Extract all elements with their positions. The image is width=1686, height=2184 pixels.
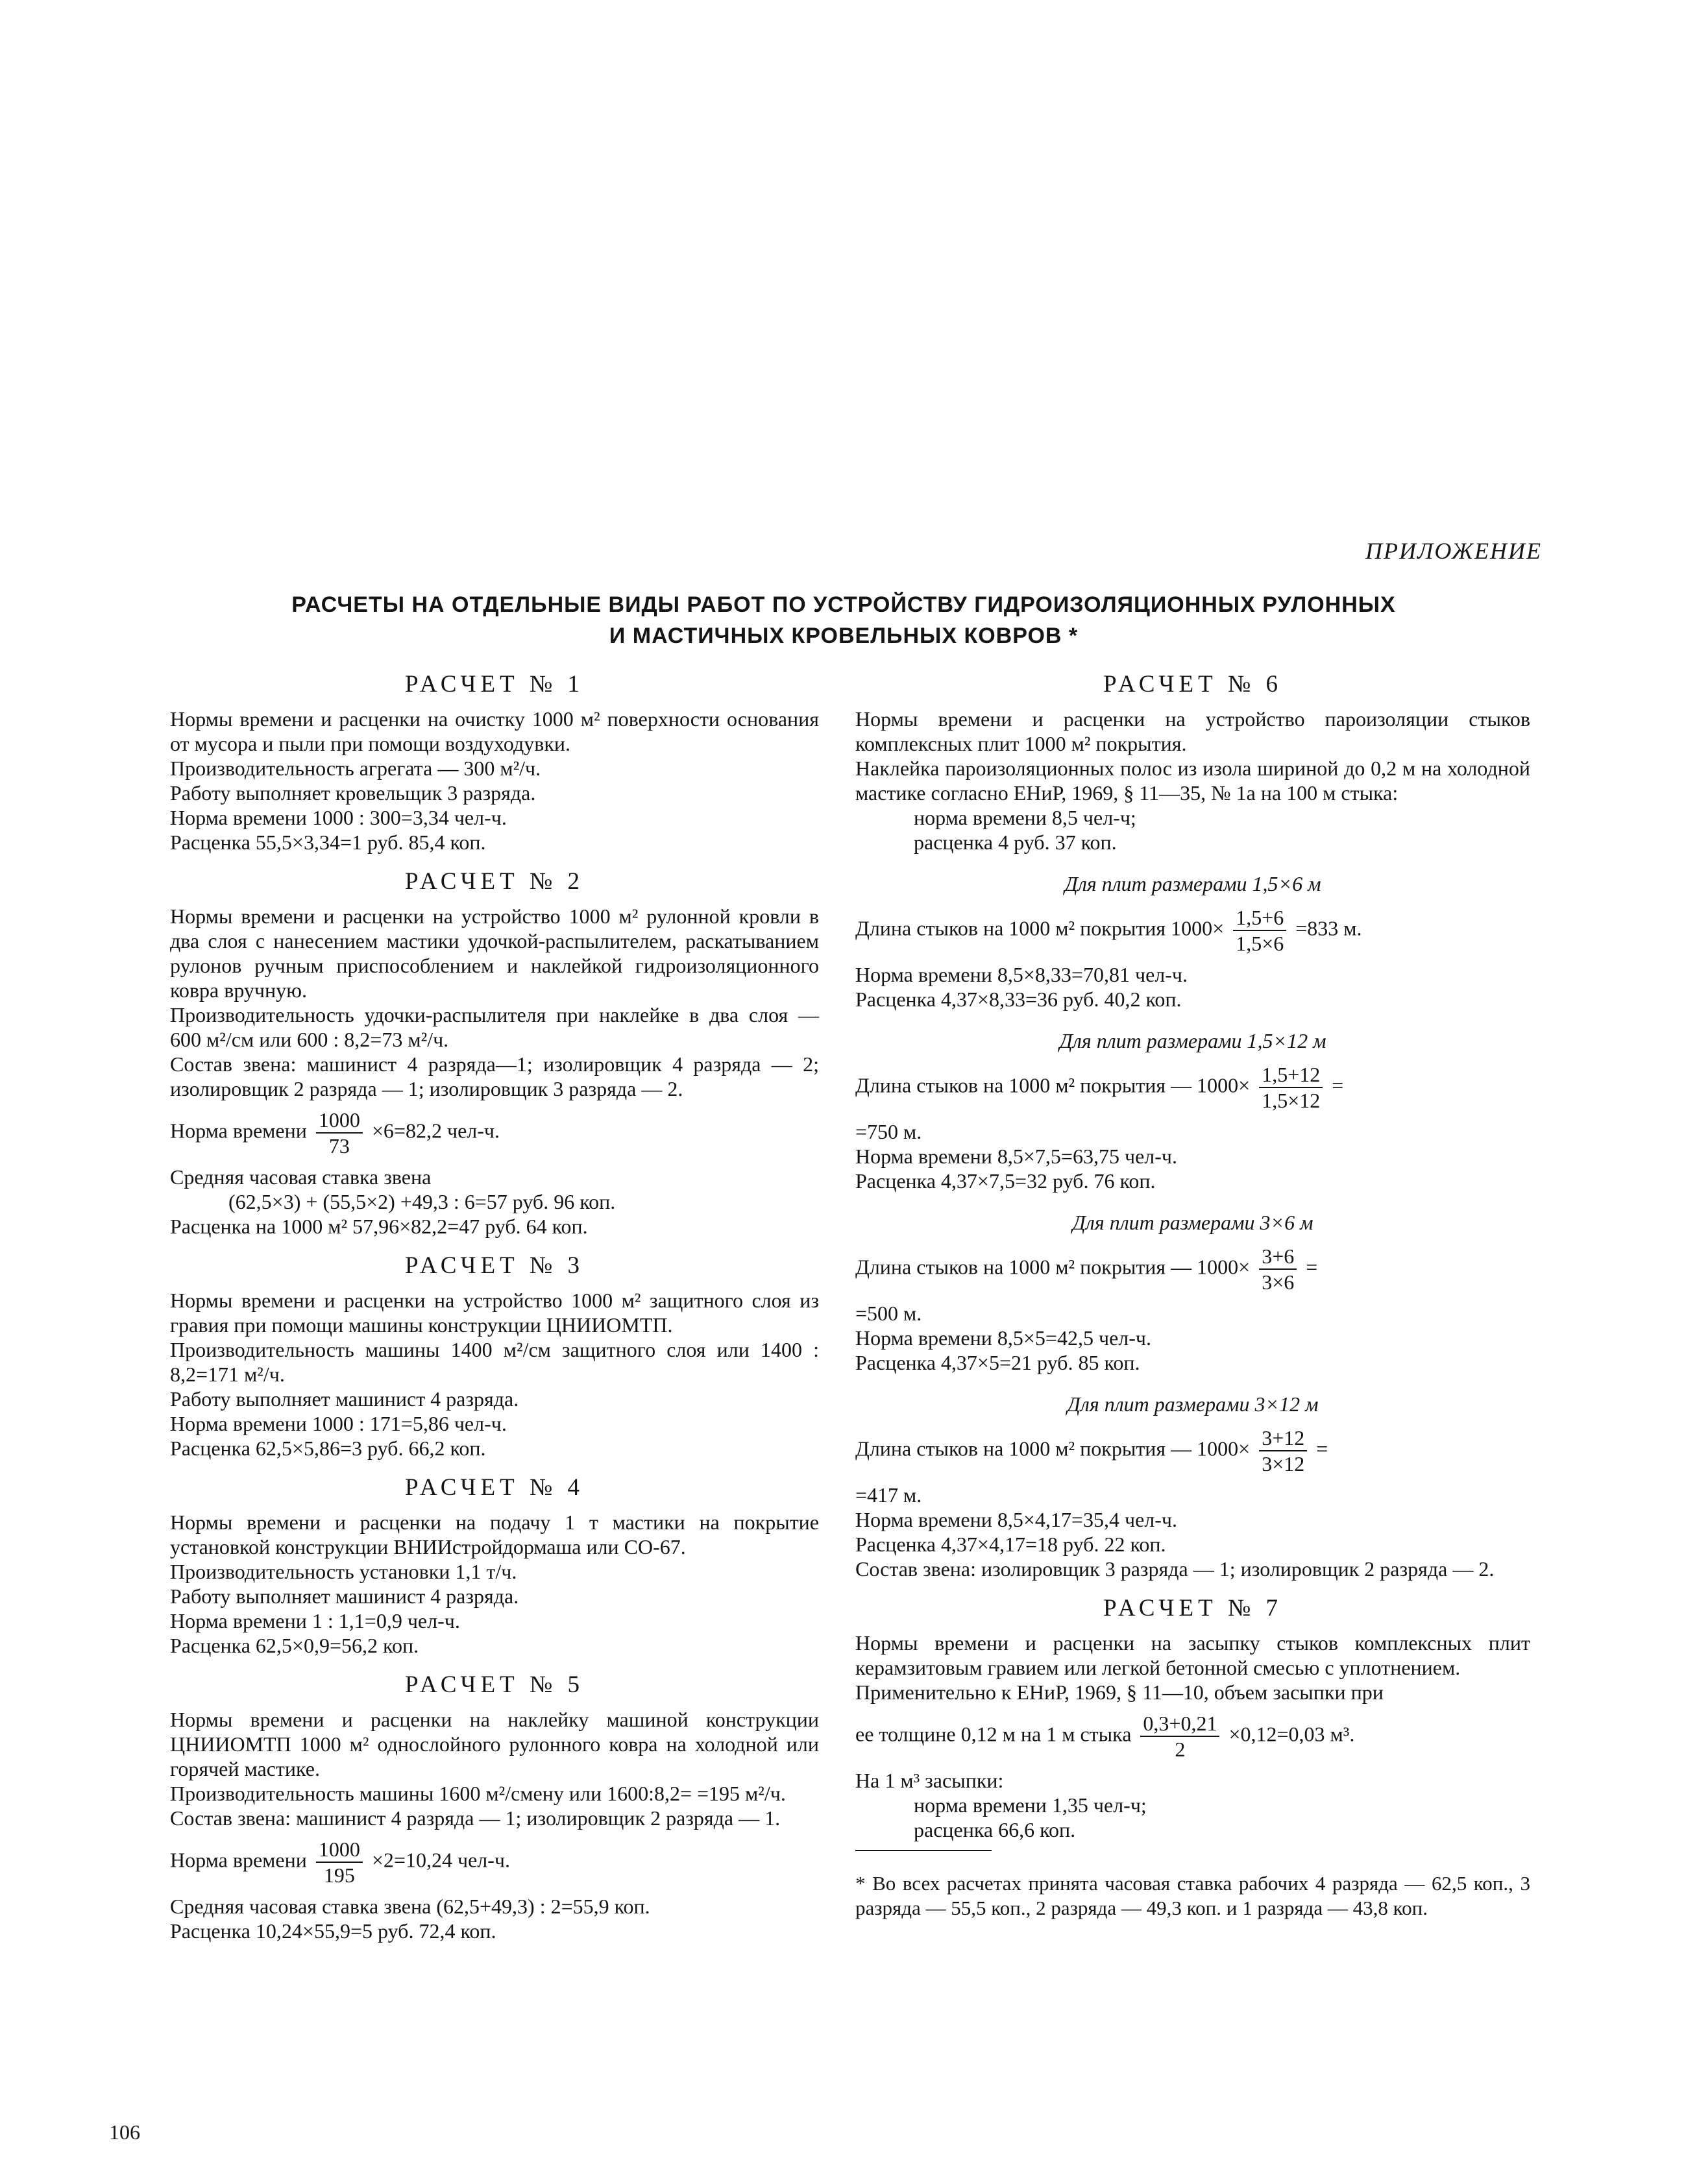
calc-7-formula-prefix: ее толщине 0,12 м на 1 м стыка	[855, 1722, 1132, 1746]
title-line-1: РАСЧЕТЫ НА ОТДЕЛЬНЫЕ ВИДЫ РАБОТ ПО УСТРОЙСТВУ ГИДРОИЗОЛЯЦИОННЫХ РУЛОННЫХ	[291, 592, 1396, 617]
calc-5-p2: Производительность машины 1600 м²/смену или 1600:8,2= =195 м²/ч.	[170, 1782, 786, 1805]
calc-7-p4: На 1 м³ засыпки:	[855, 1769, 1004, 1792]
calc-1-heading: РАСЧЕТ № 1	[404, 671, 585, 698]
calc-6-s3-suffix: =	[1306, 1255, 1318, 1279]
calc-6-s1-suffix: =833 м.	[1295, 916, 1362, 940]
calc-7-fraction	[1140, 1711, 1219, 1762]
calc-3-p1: Нормы времени и расценки на устройство 1000 м² защитного слоя из гравия при помощи машины конструкции ЦНИИОМТП.	[170, 1289, 819, 1337]
calc-2-norm-suffix: ×6=82,2 чел-ч.	[371, 1119, 500, 1143]
calc-6-p1: Нормы времени и расценки на устройство пароизоляции стыков комплексных плит 1000 м² покрытия.	[855, 707, 1530, 755]
calc-5-p6: Расценка 10,24×55,9=5 руб. 72,4 коп.	[170, 1919, 496, 1943]
calc-7-numerator: 0,3+0,21	[1140, 1711, 1219, 1737]
calc-7-p1: Нормы времени и расценки на засыпку стыков комплексных плит керамзитовым гравием или легкой бетонной смесью с уплотнением.	[855, 1631, 1530, 1679]
calc-2-norm-fraction	[316, 1108, 363, 1158]
calc-6-subsection-3-title: Для плит размерами 3×6 м	[1072, 1211, 1313, 1234]
calc-2-p7: Расценка на 1000 м² 57,96×82,2=47 руб. 64 коп.	[170, 1215, 588, 1238]
left-column	[170, 672, 819, 1958]
calc-6	[855, 672, 1530, 1581]
footnote-divider	[855, 1850, 992, 1851]
calc-2-p5: Средняя часовая ставка звена	[170, 1165, 432, 1189]
calc-7-denominator: 2	[1175, 1738, 1186, 1761]
calc-7-volume-formula	[855, 1711, 1530, 1762]
calc-6-s4-denominator: 3×12	[1262, 1452, 1305, 1475]
calc-6-s1-denominator: 1,5×6	[1236, 932, 1284, 955]
calc-5-norm-fraction	[316, 1837, 363, 1887]
calc-6-s2-prefix: Длина стыков на 1000 м² покрытия — 1000×	[855, 1073, 1251, 1097]
calc-6-s1-fraction	[1233, 905, 1286, 956]
calc-6-s4-norm: Норма времени 8,5×4,17=35,4 чел-ч.	[855, 1508, 1177, 1531]
calc-3	[170, 1253, 819, 1461]
calc-6-s3-formula	[855, 1244, 1530, 1294]
calc-6-crew: Состав звена: изолировщик 3 разряда — 1; изолировщик 2 разряда — 2.	[855, 1557, 1495, 1581]
calc-6-s4-formula	[855, 1426, 1530, 1476]
calc-6-s2-norm: Норма времени 8,5×7,5=63,75 чел-ч.	[855, 1145, 1177, 1168]
calc-6-s1-formula	[855, 905, 1530, 956]
calc-6-s1-prefix: Длина стыков на 1000 м² покрытия 1000×	[855, 916, 1225, 940]
calc-7	[855, 1596, 1530, 1921]
calc-2-heading: РАСЧЕТ № 2	[404, 868, 585, 895]
calc-1	[170, 672, 819, 855]
calc-6-s3-denominator: 3×6	[1262, 1270, 1295, 1294]
calc-6-s2-price: Расценка 4,37×7,5=32 руб. 76 коп.	[855, 1169, 1156, 1193]
calc-5-heading: РАСЧЕТ № 5	[404, 1671, 585, 1698]
calc-7-heading: РАСЧЕТ № 7	[1103, 1595, 1283, 1621]
calc-4-p4: Норма времени 1 : 1,1=0,9 чел-ч.	[170, 1609, 460, 1632]
calc-4-p2: Производительность установки 1,1 т/ч.	[170, 1560, 517, 1583]
calc-5-p5: Средняя часовая ставка звена (62,5+49,3) : 2=55,9 коп.	[170, 1895, 650, 1918]
calc-6-s3-price: Расценка 4,37×5=21 руб. 85 коп.	[855, 1351, 1140, 1374]
calc-2-norm-prefix: Норма времени	[170, 1119, 307, 1143]
calc-7-p5: норма времени 1,35 чел-ч;	[914, 1793, 1147, 1817]
calc-2-norm-formula	[170, 1108, 819, 1158]
calc-3-p3: Работу выполняет машинист 4 разряда.	[170, 1387, 519, 1411]
calc-6-subsection-2-title: Для плит размерами 1,5×12 м	[1059, 1029, 1326, 1052]
calc-6-s2-numerator: 1,5+12	[1259, 1062, 1323, 1088]
calc-7-p2: Применительно к ЕНиР, 1969, § 11—10, объем засыпки при	[855, 1680, 1384, 1704]
calc-5-p1: Нормы времени и расценки на наклейку машиной конструкции ЦНИИОМТП 1000 м² однослойного рулонного ковра на холодной или горячей мастике.	[170, 1708, 819, 1780]
calc-5-norm-formula	[170, 1837, 819, 1887]
calc-6-heading: РАСЧЕТ № 6	[1103, 671, 1283, 698]
calc-6-s4-numerator: 3+12	[1259, 1426, 1307, 1451]
footnote: * Во всех расчетах принята часовая ставка рабочих 4 разряда — 62,5 коп., 3 разряда — 55,5 коп., 2 разряда — 49,3 коп. и 1 разряда — 43,8 коп.	[855, 1872, 1530, 1919]
calc-1-p5: Расценка 55,5×3,34=1 руб. 85,4 коп.	[170, 831, 486, 854]
calc-6-s3-prefix: Длина стыков на 1000 м² покрытия — 1000×	[855, 1255, 1251, 1279]
calc-6-s4-result: =417 м.	[855, 1483, 922, 1507]
calc-1-p2: Производительность агрегата — 300 м²/ч.	[170, 757, 541, 780]
calc-4-p3: Работу выполняет машинист 4 разряда.	[170, 1584, 519, 1608]
calc-2-p1: Нормы времени и расценки на устройство 1000 м² рулонной кровли в два слоя с нанесением мастики удочкой-распылителем, раскатыванием рулонов ручным приспособлением и наклейкой гидроизоляционного ковра вручную.	[170, 904, 819, 1002]
calc-5-norm-numerator: 1000	[316, 1837, 363, 1863]
calc-4-p1: Нормы времени и расценки на подачу 1 т мастики на покрытие установкой конструкции ВНИИстройдормаша или СО-67.	[170, 1511, 819, 1559]
calc-5-p3: Состав звена: машинист 4 разряда — 1; изолировщик 2 разряда — 1.	[170, 1806, 781, 1830]
calc-5-norm-denominator: 195	[323, 1863, 355, 1887]
calc-6-s3-norm: Норма времени 8,5×5=42,5 чел-ч.	[855, 1326, 1151, 1350]
calc-6-s4-suffix: =	[1316, 1437, 1328, 1461]
calc-7-p6: расценка 66,6 коп.	[914, 1818, 1076, 1841]
calc-5	[170, 1672, 819, 1943]
calc-2-p3: Состав звена: машинист 4 разряда—1; изолировщик 4 разряда — 2; изолировщик 2 разряда — 1; изолировщик 3 разряда — 2.	[170, 1052, 819, 1100]
calc-3-p2: Производительность машины 1400 м²/см защитного слоя или 1400 : 8,2=171 м²/ч.	[170, 1338, 819, 1386]
calc-6-s1-price: Расценка 4,37×8,33=36 руб. 40,2 коп.	[855, 988, 1182, 1011]
calc-6-s2-denominator: 1,5×12	[1262, 1089, 1321, 1112]
calc-2-norm-denominator: 73	[328, 1134, 350, 1158]
calc-6-s4-fraction	[1259, 1426, 1307, 1476]
calc-6-subsection-1-title: Для плит размерами 1,5×6 м	[1064, 872, 1321, 895]
calc-1-p4: Норма времени 1000 : 300=3,34 чел-ч.	[170, 806, 507, 829]
right-column	[855, 672, 1530, 1941]
calc-1-p1: Нормы времени и расценки на очистку 1000 м² поверхности основания от мусора и пыли при помощи воздуходувки.	[170, 707, 819, 755]
calc-4-p5: Расценка 62,5×0,9=56,2 коп.	[170, 1634, 419, 1657]
calc-6-s1-norm: Норма времени 8,5×8,33=70,81 чел-ч.	[855, 963, 1188, 986]
calc-1-p3: Работу выполняет кровельщик 3 разряда.	[170, 781, 536, 805]
appendix-label: ПРИЛОЖЕНИЕ	[1365, 538, 1542, 564]
calc-6-p2: Наклейка пароизоляционных полос из изола шириной до 0,2 м на холодной мастике согласно ЕНиР, 1969, § 11—35, № 1а на 100 м стыка:	[855, 757, 1530, 805]
calc-6-s3-numerator: 3+6	[1259, 1244, 1297, 1270]
calc-6-s3-fraction	[1259, 1244, 1297, 1294]
calc-3-heading: РАСЧЕТ № 3	[404, 1252, 585, 1279]
calc-6-p4: расценка 4 руб. 37 коп.	[914, 831, 1117, 854]
calc-3-p5: Расценка 62,5×5,86=3 руб. 66,2 коп.	[170, 1437, 486, 1460]
calc-6-s2-formula	[855, 1062, 1530, 1113]
calc-6-subsection-4-title: Для плит размерами 3×12 м	[1067, 1392, 1319, 1416]
calc-6-s2-result: =750 м.	[855, 1120, 922, 1143]
document-title	[195, 589, 1493, 651]
calc-5-norm-suffix: ×2=10,24 чел-ч.	[371, 1848, 510, 1872]
page-number: 106	[109, 2120, 140, 2144]
calc-6-s2-suffix: =	[1332, 1073, 1344, 1097]
calc-6-p3: норма времени 8,5 чел-ч;	[914, 806, 1136, 829]
calc-2-norm-numerator: 1000	[316, 1108, 363, 1134]
calc-6-s2-fraction	[1259, 1062, 1323, 1113]
calc-3-p4: Норма времени 1000 : 171=5,86 чел-ч.	[170, 1412, 507, 1435]
calc-6-s3-result: =500 м.	[855, 1302, 922, 1325]
calc-2	[170, 869, 819, 1239]
calc-5-norm-prefix: Норма времени	[170, 1848, 307, 1872]
calc-6-s4-price: Расценка 4,37×4,17=18 руб. 22 коп.	[855, 1533, 1166, 1556]
calc-7-formula-suffix: ×0,12=0,03 м³.	[1228, 1722, 1355, 1746]
calc-2-p2: Производительность удочки-распылителя при наклейке в два слоя — 600 м²/см или 600 : 8,2=73 м²/ч.	[170, 1003, 819, 1051]
calc-6-s4-prefix: Длина стыков на 1000 м² покрытия — 1000×	[855, 1437, 1251, 1461]
title-line-2: И МАСТИЧНЫХ КРОВЕЛЬНЫХ КОВРОВ *	[609, 624, 1079, 648]
calc-2-p6: (62,5×3) + (55,5×2) +49,3 : 6=57 руб. 96 коп.	[228, 1190, 616, 1213]
calc-4	[170, 1475, 819, 1658]
calc-4-heading: РАСЧЕТ № 4	[404, 1474, 585, 1501]
calc-6-s1-numerator: 1,5+6	[1233, 905, 1286, 931]
